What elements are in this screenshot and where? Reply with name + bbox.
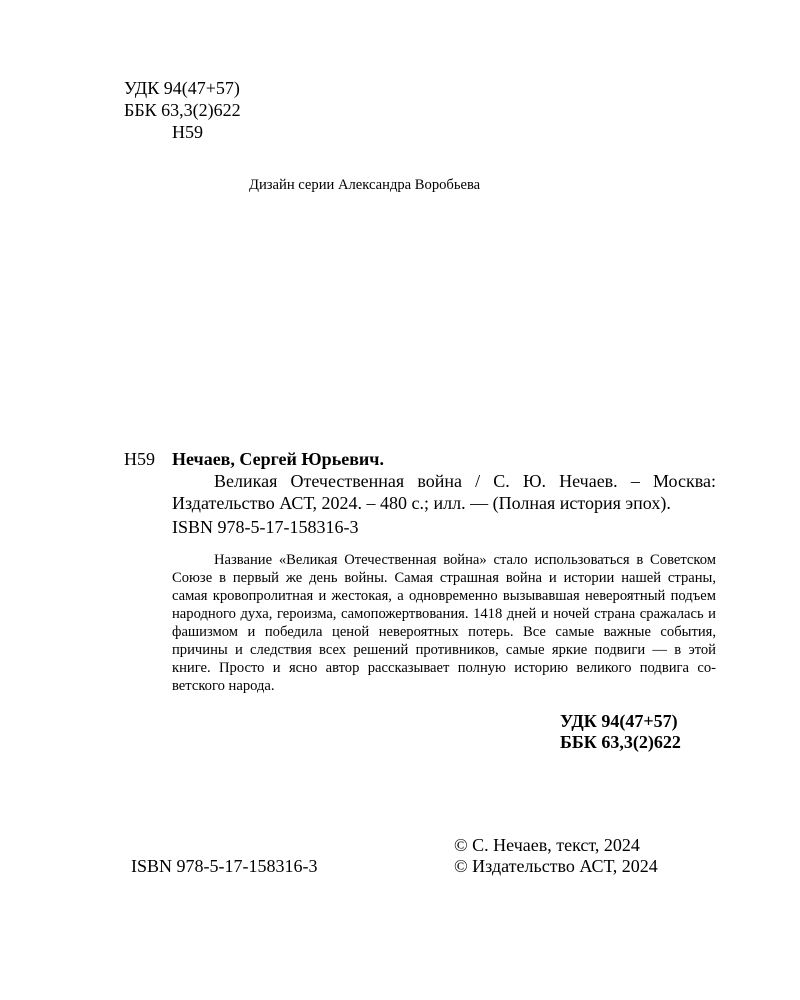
udk-code: УДК 94(47+57) bbox=[124, 78, 240, 98]
annotation bbox=[172, 551, 716, 695]
copyright-author: © С. Нечаев, текст, 2024 bbox=[454, 835, 640, 855]
udk-code-bottom: УДК 94(47+57) bbox=[560, 711, 678, 731]
series-design-credit: Дизайн серии Александра Воробьева bbox=[249, 177, 481, 193]
footer-isbn: ISBN 978-5-17-158316-3 bbox=[131, 856, 318, 876]
entry-isbn: ISBN 978-5-17-158316-3 bbox=[172, 517, 359, 537]
entry-author-heading: Нечаев, Сергей Юрьевич. bbox=[172, 449, 384, 469]
copyright-publisher: © Издательство АСТ, 2024 bbox=[454, 856, 658, 876]
bbk-code: ББК 63,3(2)622 bbox=[124, 100, 241, 120]
bibliographic-reference bbox=[172, 448, 716, 514]
entry-author-sign: Н59 bbox=[124, 449, 155, 469]
author-sign: Н59 bbox=[172, 122, 203, 142]
entry-description: Великая Отечественная война / С. Ю. Нечаев. – Москва: Издательство АСТ, 2024. – 480 с.; илл. — (Полная история эпох). bbox=[172, 471, 716, 513]
bbk-code-bottom: ББК 63,3(2)622 bbox=[560, 732, 681, 752]
annotation-text: Название «Великая Отечественная война» стало использоваться в Советском Союзе в первый же день войны. Самая страшная война и истории нашей страны, самая кровопролитная и жестокая, а одновременно вызывавшая невероятный подъем народного духа, героизма, самопожертвования. 1418 дней и ночей страна сражалась и фашизмом и победила ценой невероятных потерь. Все самые важные события, причины и следствия всех решений противников, самые яркие подвиги — в этой книге. Просто и ясно автор рассказывает полную историю великого подвига советского народа. bbox=[172, 552, 716, 694]
